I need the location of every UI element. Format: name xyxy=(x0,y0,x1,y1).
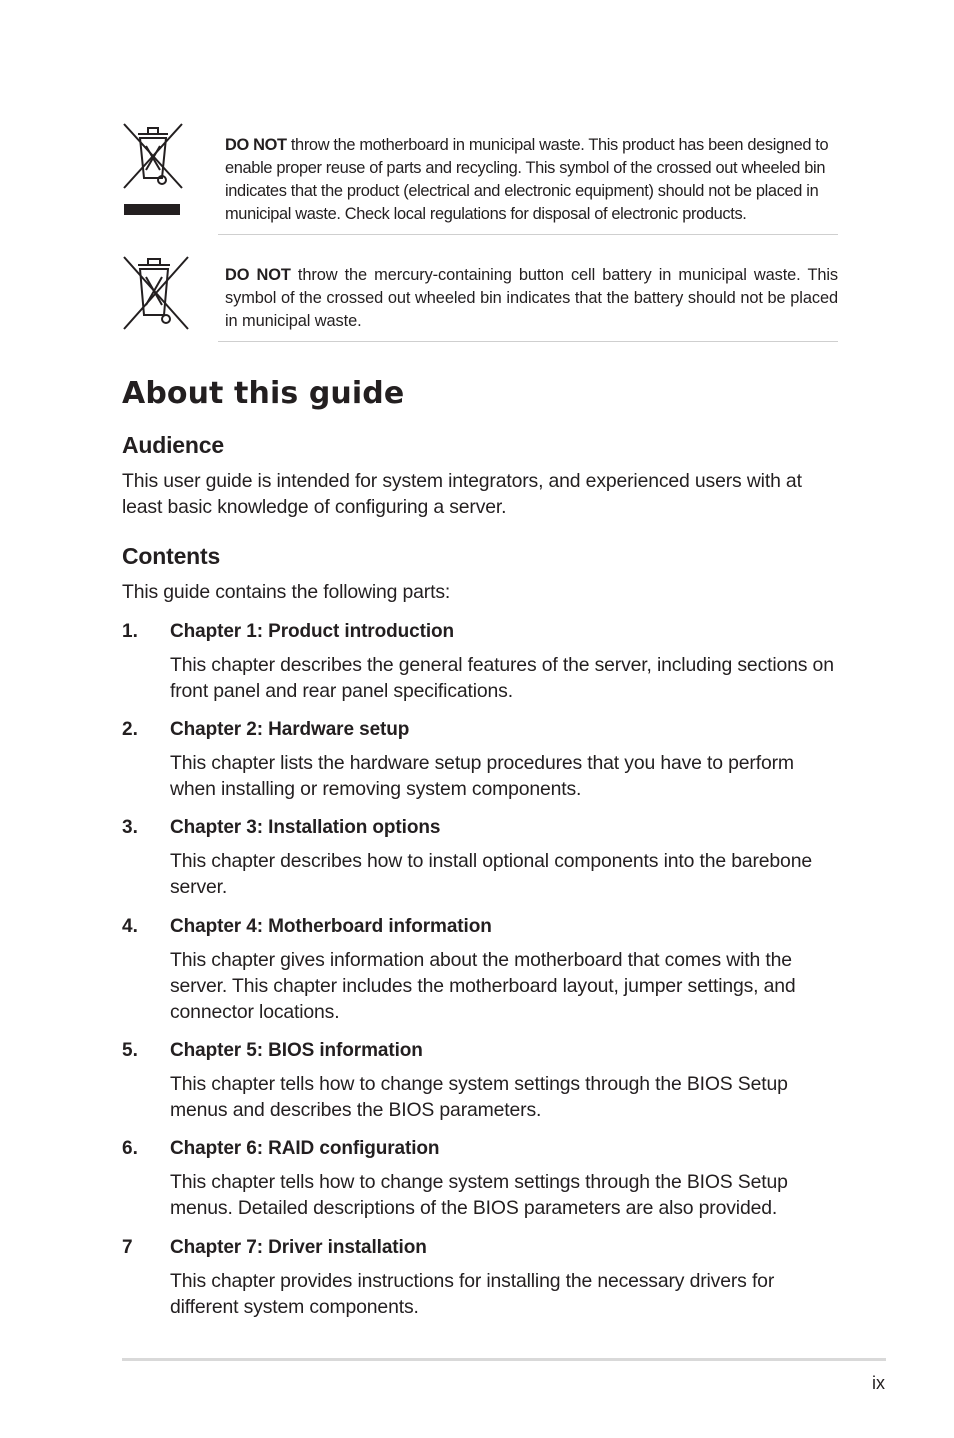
item-number: 7 xyxy=(122,1237,133,1258)
item-description: This chapter provides instructions for installing the necessary drivers for different system components. xyxy=(170,1270,775,1318)
audience-text: This user guide is intended for system integrators, and experienced users with at least basic knowledge of configuring a server. xyxy=(122,470,802,518)
crossed-wheeled-bin-icon xyxy=(122,122,184,223)
audience-heading: Audience xyxy=(122,432,224,458)
crossed-wheeled-bin-icon xyxy=(122,255,184,338)
item-title: Chapter 5: BIOS information xyxy=(170,1040,423,1061)
page-number: ix xyxy=(872,1373,885,1393)
item-number: 4. xyxy=(122,916,138,937)
contents-heading: Contents xyxy=(122,543,221,569)
item-title: Chapter 2: Hardware setup xyxy=(170,719,410,740)
item-title: Chapter 1: Product introduction xyxy=(170,621,455,642)
item-number: 1. xyxy=(122,621,138,642)
item-description: This chapter describes how to install optional components into the barebone server. xyxy=(170,850,812,898)
item-number: 2. xyxy=(122,719,138,740)
divider xyxy=(218,234,838,235)
item-number: 6. xyxy=(122,1138,138,1159)
item-description: This chapter lists the hardware setup procedures that you have to perform when installing or removing system components. xyxy=(170,752,794,800)
item-title: Chapter 7: Driver installation xyxy=(170,1237,427,1258)
item-title: Chapter 6: RAID configuration xyxy=(170,1138,440,1159)
item-description: This chapter describes the general features of the server, including sections on front panel and rear panel specifications. xyxy=(170,654,834,702)
item-title: Chapter 3: Installation options xyxy=(170,817,441,838)
contents-intro: This guide contains the following parts: xyxy=(122,581,451,603)
notice-text: DO NOT throw the motherboard in municipal waste. This product has been designed to enable proper reuse of parts and recycling. This symbol of the crossed out wheeled bin indicates that the product (electrical and electronic equipment) should not be placed in municipal waste. Check local regulations for disposal of electronic products. xyxy=(225,136,829,223)
item-title: Chapter 4: Motherboard information xyxy=(170,916,492,937)
footer-divider xyxy=(122,1358,886,1361)
item-description: This chapter tells how to change system settings through the BIOS Setup menus. Detailed descriptions of the BIOS parameters are also provided. xyxy=(170,1171,788,1219)
item-number: 5. xyxy=(122,1040,138,1061)
page-title: About this guide xyxy=(122,376,405,411)
notice-text: DO NOT throw the mercury-containing button cell battery in municipal waste. This symbol of the crossed out wheeled bin indicates that the battery should not be placed in municipal waste. xyxy=(225,266,839,330)
divider xyxy=(218,341,838,342)
item-number: 3. xyxy=(122,817,138,838)
item-description: This chapter tells how to change system settings through the BIOS Setup menus and describes the BIOS parameters. xyxy=(170,1073,788,1121)
item-description: This chapter gives information about the motherboard that comes with the server. This chapter includes the motherboard layout, jumper settings, and connector locations. xyxy=(170,949,796,1023)
